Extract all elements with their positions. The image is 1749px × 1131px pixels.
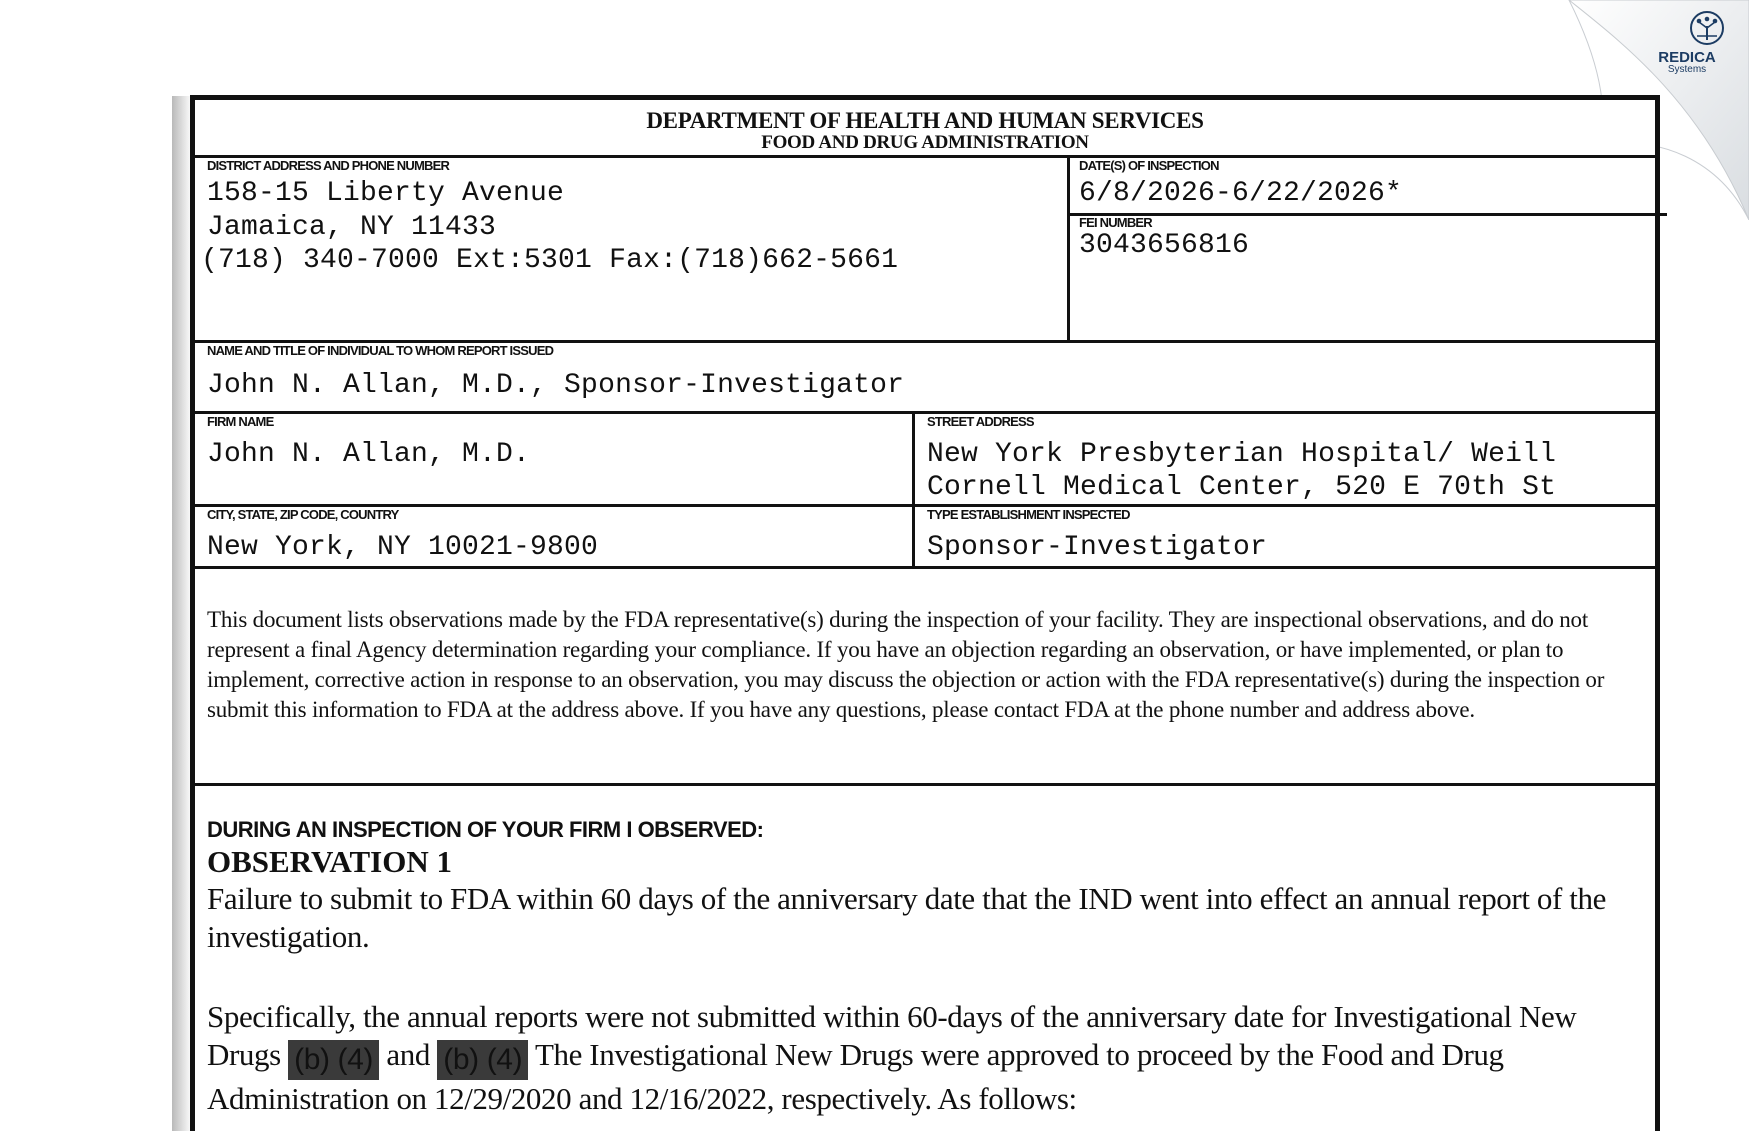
firm-label: FIRM NAME [207, 414, 274, 429]
firm-value: John N. Allan, M.D. [207, 439, 531, 470]
disclaimer-text: This document lists observations made by the FDA representative(s) during the inspection of your facility. They are inspectional observations, and do not represent a final Agency determination regarding your compliance. If you have an objection regarding an observation, or have implemented, or plan to implement, corrective action in response to an observation, you may discuss the objection or action with the FDA representative(s) during the inspection or submit this information to FDA at the address above. If you have any questions, please contact FDA at the phone number and address above. [207, 607, 1605, 722]
establishment-label: TYPE ESTABLISHMENT INSPECTED [927, 507, 1130, 522]
district-line2: Jamaica, NY 11433 [207, 212, 497, 243]
department-title: DEPARTMENT OF HEALTH AND HUMAN SERVICES [646, 108, 1204, 133]
street-line1: New York Presbyterian Hospital/ Weill [927, 439, 1557, 470]
fei-value: 3043656816 [1079, 230, 1250, 261]
watermark-sub: Systems [1667, 64, 1707, 75]
individual-label: NAME AND TITLE OF INDIVIDUAL TO WHOM REPORT ISSUED [207, 343, 554, 358]
divider [195, 783, 1655, 786]
divider [195, 411, 1655, 414]
street-label: STREET ADDRESS [927, 414, 1034, 429]
city-label: CITY, STATE, ZIP CODE, COUNTRY [207, 507, 399, 522]
inspection-dates-value: 6/8/2026-6/22/2026* [1079, 178, 1403, 209]
observed-header: DURING AN INSPECTION OF YOUR FIRM I OBSERVED: [207, 817, 764, 842]
observation-detail [207, 998, 1657, 1118]
divider [195, 566, 1655, 569]
agency-title: FOOD AND DRUG ADMINISTRATION [761, 132, 1089, 153]
divider [1067, 213, 1667, 216]
district-label: DISTRICT ADDRESS AND PHONE NUMBER [207, 158, 450, 173]
page-shadow [172, 96, 192, 1131]
fda-483-form [190, 95, 1660, 1131]
detail-part2: The Investigational New Drugs were approved to proceed by the Food and Drug Administration on 12/29/2020 and 12/16/2022, respectively. As follows: [207, 1037, 1504, 1116]
redaction-block: (b) (4) [288, 1040, 379, 1080]
observation-summary: Failure to submit to FDA within 60 days of the anniversary date that the IND went into effect an annual report of the investigation. [207, 881, 1606, 954]
observation-title: OBSERVATION 1 [207, 844, 452, 879]
divider [195, 504, 1655, 507]
divider [1067, 155, 1070, 340]
fei-label: FEI NUMBER [1079, 215, 1152, 230]
inspection-dates-label: DATE(S) OF INSPECTION [1079, 158, 1219, 173]
divider [912, 411, 915, 566]
city-value: New York, NY 10021-9800 [207, 532, 599, 563]
detail-part1: Specifically, the annual reports were not submitted within 60-days of the anniversary date for Investigational New Drugs [207, 999, 1577, 1072]
detail-and: and [386, 1037, 430, 1072]
district-line1: 158-15 Liberty Avenue [207, 178, 565, 209]
individual-value: John N. Allan, M.D., Sponsor-Investigator [207, 370, 905, 401]
redaction-block: (b) (4) [437, 1040, 528, 1080]
street-line2: Cornell Medical Center, 520 E 70th St [927, 472, 1557, 503]
establishment-value: Sponsor-Investigator [927, 532, 1268, 563]
district-phone: (718) 340-7000 Ext:5301 Fax:(718)662-5661 [201, 245, 899, 276]
watermark-brand: REDICA [1658, 49, 1716, 66]
